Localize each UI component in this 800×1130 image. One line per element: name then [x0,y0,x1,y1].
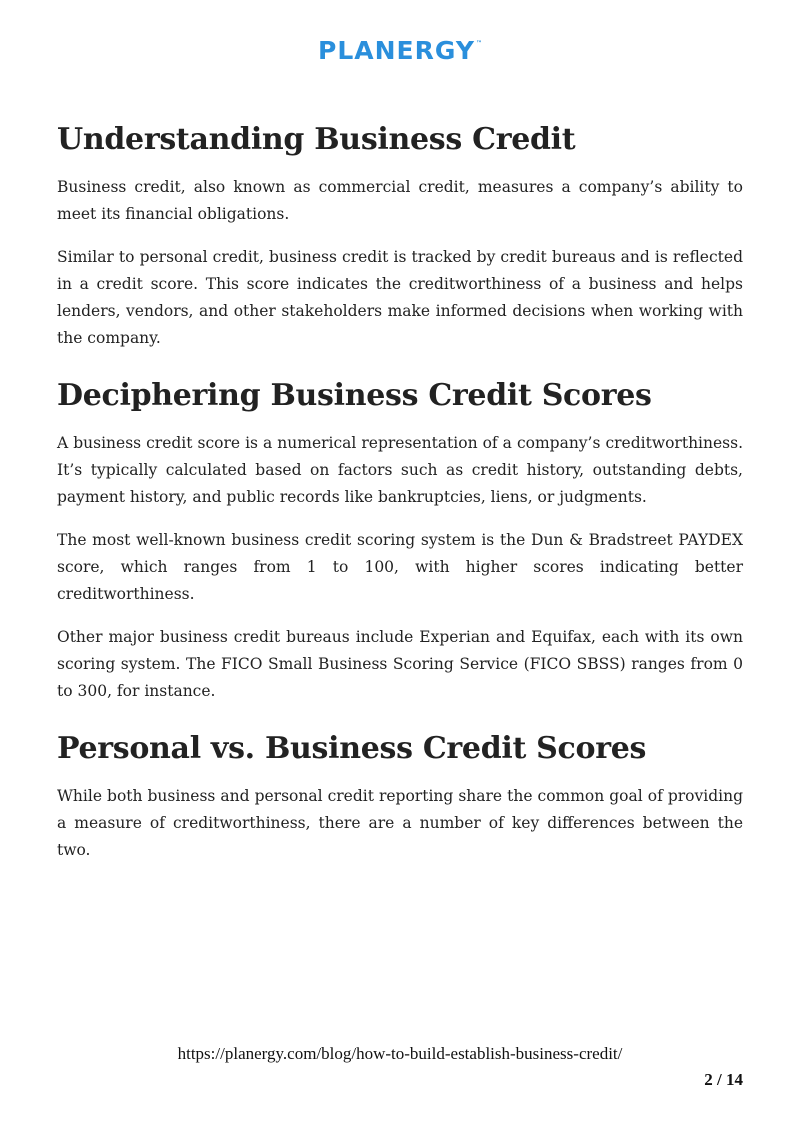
section-personal-vs-business-credit-scores [57,727,743,864]
section-heading: Personal vs. Business Credit Scores [57,731,647,766]
footer-url: https://planergy.com/blog/how-to-build-establish-business-credit/ [177,1044,623,1063]
section-understanding-business-credit [57,118,743,352]
article-content [57,118,743,880]
paragraph: Business credit, also known as commercial credit, measures a company’s ability to meet its financial obligations. [57,178,743,223]
planergy-logo [0,36,800,65]
paragraph: A business credit score is a numerical representation of a company’s creditworthiness. It’s typically calculated based on factors such as credit history, outstanding debts, payment history, and public records like bankruptcies, liens, or judgments. [57,434,743,506]
section-heading: Deciphering Business Credit Scores [57,378,652,413]
page-number: 2 / 14 [704,1070,743,1089]
paragraph: Other major business credit bureaus include Experian and Equifax, each with its own scoring system. The FICO Small Business Scoring Service (FICO SBSS) ranges from 0 to 300, for instance. [57,628,743,700]
trademark-symbol: ™ [475,40,482,47]
paragraph: Similar to personal credit, business credit is tracked by credit bureaus and is reflected in a credit score. This score indicates the creditworthiness of a business and helps lenders, vendors, and other stakeholders make informed decisions when working with the company. [57,248,743,347]
section-deciphering-business-credit-scores [57,374,743,705]
logo-text: PLANERGY [318,36,475,65]
section-heading: Understanding Business Credit [57,122,576,157]
paragraph: While both business and personal credit reporting share the common goal of providing a measure of creditworthiness, there are a number of key differences between the two. [57,787,743,859]
paragraph: The most well-known business credit scoring system is the Dun & Bradstreet PAYDEX score, which ranges from 1 to 100, with higher scores indicating better creditworthiness. [57,531,743,603]
